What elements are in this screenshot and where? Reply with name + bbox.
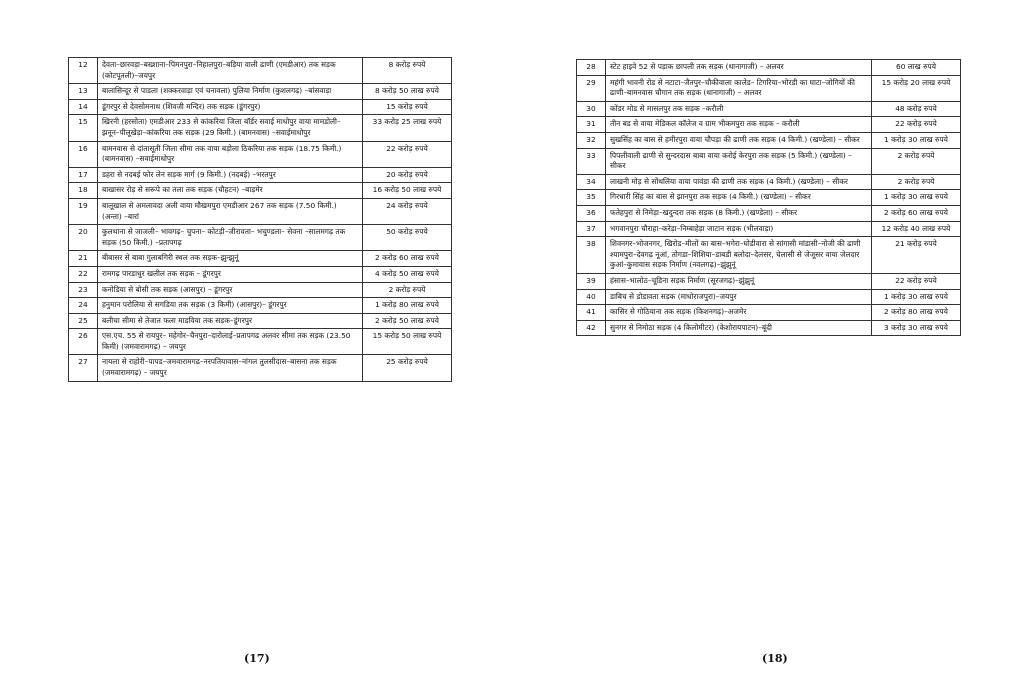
sanctioned-amount-cell: 2 करोड़ रुपये (872, 174, 961, 190)
right-page (512, 0, 1024, 682)
sanctioned-amount-cell: 15 करोड़ 20 लाख रुपये (872, 75, 961, 101)
serial-number-cell: 35 (577, 190, 606, 206)
serial-number-cell: 21 (69, 251, 98, 267)
sanctioned-amount-cell: 22 करोड़ रुपये (363, 141, 452, 167)
serial-number-cell: 14 (69, 99, 98, 115)
table-row (69, 298, 452, 314)
table-row (69, 198, 452, 224)
table-row (69, 313, 452, 329)
serial-number-cell: 39 (577, 273, 606, 289)
table-row (577, 75, 961, 101)
serial-number-cell: 24 (69, 298, 98, 314)
table-row (577, 148, 961, 174)
serial-number-cell: 28 (577, 60, 606, 76)
serial-number-cell: 33 (577, 148, 606, 174)
table-row (577, 273, 961, 289)
work-description-cell: तीन बड से वाया मेडिकल कॉलेज व ग्राम भीकमपुरा तक सड़क – करौली (606, 117, 872, 133)
serial-number-cell: 18 (69, 183, 98, 199)
table-row (69, 84, 452, 100)
table-row (69, 99, 452, 115)
table-row (69, 115, 452, 141)
works-table-left (68, 57, 452, 382)
table-row (577, 117, 961, 133)
serial-number-cell: 16 (69, 141, 98, 167)
table-row (577, 205, 961, 221)
serial-number-cell: 26 (69, 329, 98, 355)
serial-number-cell: 40 (577, 289, 606, 305)
sanctioned-amount-cell: 15 करोड़ रुपये (363, 99, 452, 115)
sanctioned-amount-cell: 1 करोड़ 30 लाख रुपये (872, 132, 961, 148)
work-description-cell: स्टेट हाइवे 52 से पड़ाक छापली तक सड़क (थानागाजी) – अलवर (606, 60, 872, 76)
page-number: (18) (762, 652, 788, 665)
table-row (577, 174, 961, 190)
sanctioned-amount-cell: 1 करोड़ 80 लाख रुपये (363, 298, 452, 314)
works-table-right (576, 59, 961, 336)
table-row (69, 251, 452, 267)
serial-number-cell: 22 (69, 266, 98, 282)
work-description-cell: शिवनगर–भोजनगर, खिरोड–मीलों का बास–भगेरा–घोडीवारा से सांगासी मांडासी–नोजी की ढाणी श्यामपुरा–देवगढ़ नूआं, तोगडा–शिशिया–डाबडी बलोदा–देलसर, चेलासी से जेजूसर वाया जेलदार कुआं–कुमावास सड़क निर्माण (नवलगढ़)–झुंझुनूं (606, 237, 872, 274)
work-description-cell: बाखासर रोड़ से सरूपे का तला तक सड़क (चौहटन) –बाड़मेर (98, 183, 363, 199)
sanctioned-amount-cell: 1 करोड़ 30 लाख रुपये (872, 190, 961, 206)
sanctioned-amount-cell: 1 करोड़ 30 लाख रुपये (872, 289, 961, 305)
table-row (577, 305, 961, 321)
sanctioned-amount-cell: 48 करोड़ रुपये (872, 101, 961, 117)
table-row (577, 237, 961, 274)
work-description-cell: गिरधारी सिंह का बास से झानपुरा तक सड़क (4 किमी.) (खण्डेला) – सीकर (606, 190, 872, 206)
work-description-cell: बालासिन्दूर से पाडला (शक्करवाड़ा एवं चनावला) पुलिया निर्माण (कुशलगढ़) –बांसवाड़ा (98, 84, 363, 100)
sanctioned-amount-cell: 2 करोड़ रुपये (872, 148, 961, 174)
page-number: (17) (244, 652, 270, 665)
table-row (577, 101, 961, 117)
work-description-cell: हनुमान परोलिया से सगडिया तक सड़क (3 किमी) (आसपुर)– डूंगरपुर (98, 298, 363, 314)
table-row (69, 266, 452, 282)
work-description-cell: महंगी भावनी रोड से नटाटा–जैतपुर–चौकीवाला कालेड– टिगरिया–भोरडी का घाटा–जोगियों की ढाणी–बामनवास चौगान तक सड़क (थानागाजी) – अलवर (606, 75, 872, 101)
work-description-cell: डूंगरपुर से देवसोमनाथ (शिवजी मन्दिर) तक सड़क (डूंगरपुर) (98, 99, 363, 115)
serial-number-cell: 30 (577, 101, 606, 117)
sanctioned-amount-cell: 2 करोड़ 60 लाख रुपये (872, 205, 961, 221)
serial-number-cell: 38 (577, 237, 606, 274)
table-row (577, 60, 961, 76)
serial-number-cell: 17 (69, 167, 98, 183)
work-description-cell: पिपलीवाली ढाणी से सुन्दरदास बाबा वाया करोई केरपुरा तक सड़क (5 किमी.) (खण्डेला) – सीकर (606, 148, 872, 174)
sanctioned-amount-cell: 8 करोड़ 50 लाख रुपये (363, 84, 452, 100)
table-row (69, 58, 452, 84)
sanctioned-amount-cell: 2 करोड़ रुपये (363, 282, 452, 298)
work-description-cell: सुखसिंह का बास से हमीरपुरा वाया चौपड़ा की ढाणी तक सड़क (4 किमी.) (खण्डेला) – सीकर (606, 132, 872, 148)
work-description-cell: कासिर से गोठियाना तक सड़क (किशनगढ़)–अजमेर (606, 305, 872, 321)
sanctioned-amount-cell: 2 करोड़ 60 लाख रुपये (363, 251, 452, 267)
work-description-cell: बालूखाल से अमलावदा अली वाया मौखमपुरा एमडीआर 267 तक सड़क (7.50 किमी.) (अन्ता) –बारां (98, 198, 363, 224)
serial-number-cell: 32 (577, 132, 606, 148)
work-description-cell: कनोडिया से बोसी तक सड़क (आसपुर) – डूंगरपुर (98, 282, 363, 298)
work-description-cell: सुनगर से निमोठा सड़क (4 किलोमीटर) (केशोरायपाटन)–बूंदी (606, 320, 872, 336)
sanctioned-amount-cell: 4 करोड़ 50 लाख रुपये (363, 266, 452, 282)
table-row (69, 183, 452, 199)
works-table-body (69, 58, 452, 382)
sanctioned-amount-cell: 25 करोड़ रुपये (363, 355, 452, 381)
sanctioned-amount-cell: 24 करोड़ रुपये (363, 198, 452, 224)
table-row (577, 190, 961, 206)
serial-number-cell: 36 (577, 205, 606, 221)
work-description-cell: रामगढ़ पारडाधुर खलील तक सड़क – डूंगरपुर (98, 266, 363, 282)
work-description-cell: बलीचा सीमा से तेजात फला माडविया तक सड़क–डूंगरपुर (98, 313, 363, 329)
serial-number-cell: 20 (69, 225, 98, 251)
serial-number-cell: 34 (577, 174, 606, 190)
table-row (577, 320, 961, 336)
table-row (69, 329, 452, 355)
table-row (69, 282, 452, 298)
sanctioned-amount-cell: 2 करोड़ 50 लाख रुपये (363, 313, 452, 329)
sanctioned-amount-cell: 50 करोड़ रुपये (363, 225, 452, 251)
sanctioned-amount-cell: 3 करोड़ 30 लाख रुपये (872, 320, 961, 336)
work-description-cell: हंसास–भालोठ–चूडिना सड़क निर्माण (सूरजगढ़)–झुंझुनूं (606, 273, 872, 289)
table-row (577, 132, 961, 148)
work-description-cell: देवता–छारवड़ा–बख्‍शाना–पिमनपुरा–निहालपुरा–बड़िया वाली ढाणी (एमडीआर) तक सड़क (कोटपूतली)–जयपुर (98, 58, 363, 84)
sanctioned-amount-cell: 21 करोड़ रुपये (872, 237, 961, 274)
sanctioned-amount-cell: 33 करोड़ 25 लाख रुपये (363, 115, 452, 141)
table-row (69, 355, 452, 381)
sanctioned-amount-cell: 60 लाख रुपये (872, 60, 961, 76)
table-row (577, 289, 961, 305)
serial-number-cell: 25 (69, 313, 98, 329)
sanctioned-amount-cell: 8 करोड़ रुपये (363, 58, 452, 84)
work-description-cell: नायला से राहोरी–पापड–जमवारामगढ–नरपतियावास–नांगल तुलसीदास–बासना तक सड़क (जमवारामगढ़) – जयपुर (98, 355, 363, 381)
work-description-cell: एस.एच. 55 से रायपुर– महेगोर–चैनपुरा–दारोलाई–प्रतापगढ अलवर सीमा तक सड़क (23.50 किमी) (जमवारामगढ़) – जयपुर (98, 329, 363, 355)
sanctioned-amount-cell: 22 करोड़ रुपये (872, 273, 961, 289)
sanctioned-amount-cell: 16 करोड़ 50 लाख रुपये (363, 183, 452, 199)
work-description-cell: डहरा से नदबई फोर लेन सड़क मार्ग (9 किमी.) (नदबई) –भरतपुर (98, 167, 363, 183)
work-description-cell: फतेहपुरा से निमेड़ा–खदुन्दरा तक सड़क (8 किमी.) (खण्डेला) – सीकर (606, 205, 872, 221)
table-row (69, 167, 452, 183)
serial-number-cell: 37 (577, 221, 606, 237)
works-table-body (577, 60, 961, 336)
work-description-cell: भगवानपुरा चौराहा–करेड़ा–निम्बाहेड़ा जाटान सड़क (भीलवाड़ा) (606, 221, 872, 237)
work-description-cell: कोंडर मोड से मासलपुर तक सड़क –करौली (606, 101, 872, 117)
serial-number-cell: 31 (577, 117, 606, 133)
sanctioned-amount-cell: 20 करोड़ रुपये (363, 167, 452, 183)
sanctioned-amount-cell: 2 करोड़ 80 लाख रुपये (872, 305, 961, 321)
work-description-cell: खिरनी (हरसोता) एमडीआर 233 से कांकरिया जिला बॉर्डर सवाई माधोपुर वाया मामडोली–झनून–पीलूखेड़ा–कांकरिया तक सड़क (29 किमी.) (बामनवास) –सवाईमाधोपुर (98, 115, 363, 141)
table-row (69, 141, 452, 167)
table-row (69, 225, 452, 251)
serial-number-cell: 13 (69, 84, 98, 100)
work-description-cell: डाबिच से डोडावता सड़क (माधोराजपुरा)–जयपुर (606, 289, 872, 305)
serial-number-cell: 29 (577, 75, 606, 101)
serial-number-cell: 41 (577, 305, 606, 321)
sanctioned-amount-cell: 22 करोड़ रुपये (872, 117, 961, 133)
serial-number-cell: 12 (69, 58, 98, 84)
sanctioned-amount-cell: 15 करोड़ 50 लाख रुपये (363, 329, 452, 355)
serial-number-cell: 23 (69, 282, 98, 298)
work-description-cell: लाखनी मोड़ से सोंथलिया वाया पावंडा की ढाणी तक सड़क (4 किमी.) (खण्डेला) – सीकर (606, 174, 872, 190)
table-row (577, 221, 961, 237)
serial-number-cell: 15 (69, 115, 98, 141)
serial-number-cell: 42 (577, 320, 606, 336)
work-description-cell: बीबासर से बाबा गुलाबगिरी स्थल तक सड़क–झुन्झुनूं (98, 251, 363, 267)
work-description-cell: कुलथाना से जाजली– भावगढ़– चुपना– कोटड़ी–जीरावता– भचुण्डला– सेवना –सालमगढ़ तक सड़क (50 किमी.) –प्रतापगढ़ (98, 225, 363, 251)
serial-number-cell: 27 (69, 355, 98, 381)
serial-number-cell: 19 (69, 198, 98, 224)
work-description-cell: बामनवास से दांतासूती जिला सीमा तक वाया बड़ोला ठिकरिया तक सड़क (18.75 किमी.) (बामनवास) –सवाईमाधोपुर (98, 141, 363, 167)
sanctioned-amount-cell: 12 करोड़ 40 लाख रुपये (872, 221, 961, 237)
